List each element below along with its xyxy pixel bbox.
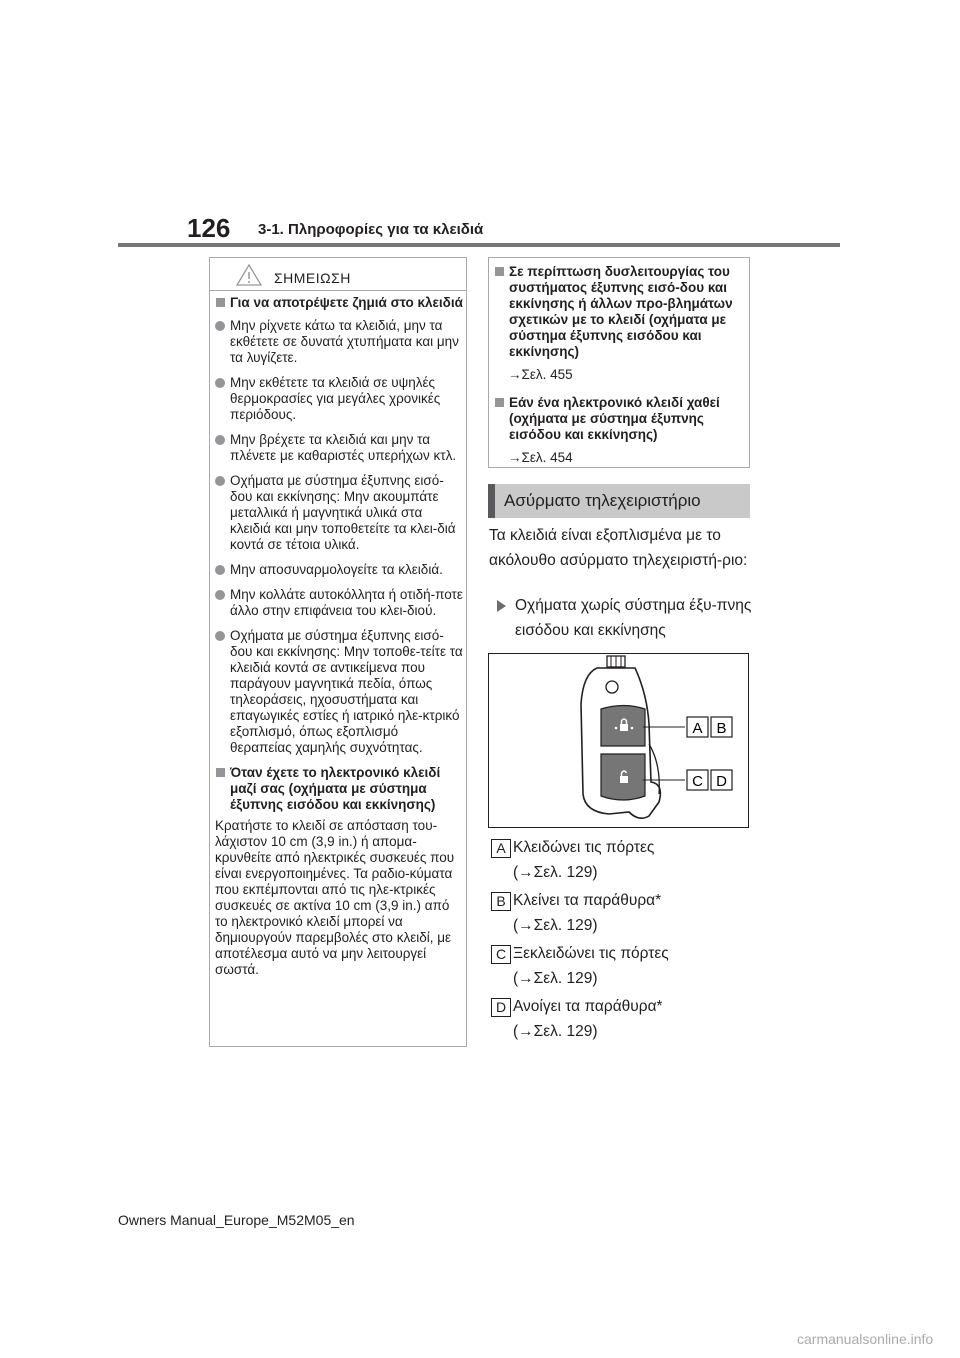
section-title: 3-1. Πληροφορίες για τα κλειδιά (258, 221, 484, 238)
page-reference: (→Σελ. 129) (513, 864, 598, 881)
item-label: A (491, 839, 511, 858)
page-reference: (→Σελ. 129) (513, 970, 598, 987)
notice-divider (210, 290, 466, 291)
vehicle-variant: Οχήματα χωρίς σύστημα έξυ-πνης εισόδου και εκκίνησης (497, 593, 765, 643)
notice-title: ΣΗΜΕΙΩΣΗ (274, 270, 351, 286)
figure-label-c: C (692, 773, 703, 790)
notice-bullet: Οχήματα με σύστημα έξυπνης εισό-δου και εκκίνησης: Μην τοποθε-τείτε τα κλειδιά κοντά σε αντικείμενα που παράγουν μαγνητικά πεδία, όπως τηλεοράσεις, ηχοσυστήματα και επαγωγικές εστίες ή ιατρικό ηλε-κτρικό εξοπλισμό, όπως εξοπλισμό θεραπείας χαμηλής συχνότητας. (215, 628, 463, 756)
info-heading: Εάν ένα ηλεκτρονικό κλειδί χαθεί (οχήματα με σύστημα έξυπνης εισόδου και εκκίνησης) (494, 395, 746, 443)
list-item (489, 943, 751, 996)
item-text: Ξεκλειδώνει τις πόρτες (513, 945, 669, 962)
square-bullet-icon (495, 398, 504, 407)
arrow-bullet-icon (497, 600, 506, 612)
dot-bullet-icon (215, 476, 225, 486)
notice-bullet: Μην κολλάτε αυτοκόλλητα ή οτιδή-ποτε άλλο στην επιφάνεια του κλει-διού. (215, 587, 463, 619)
item-label: D (491, 998, 511, 1017)
item-text: Κλείνει τα παράθυρα* (513, 892, 662, 909)
item-label: C (491, 945, 511, 964)
item-label: B (491, 892, 511, 911)
remote-intro: Τα κλειδιά είναι εξοπλισμένα με το ακόλουθο ασύρματο τηλεχειριστή-ριο: (489, 527, 748, 569)
list-item (489, 837, 751, 890)
dot-bullet-icon (215, 590, 225, 600)
remote-section-header (488, 484, 750, 518)
notice-heading: Όταν έχετε το ηλεκτρονικό κλειδί μαζί σας (οχήματα με σύστημα έξυπνης εισόδου και εκκίνησης) (215, 765, 463, 813)
dot-bullet-icon (215, 565, 225, 575)
square-bullet-icon (216, 298, 225, 307)
info-box (488, 257, 750, 468)
figure-label-a: A (692, 720, 703, 737)
header-rule (118, 243, 840, 247)
notice-box (209, 257, 467, 1047)
key-remote-illustration (489, 654, 748, 827)
notice-bullet: Μην ρίχνετε κάτω τα κλειδιά, μην τα εκθέτετε σε δυνατά χτυπήματα και μην τα λυγίζετε. (215, 318, 463, 366)
dot-bullet-icon (215, 435, 225, 445)
list-item (489, 890, 751, 943)
dot-bullet-icon (215, 378, 225, 388)
notice-bullet: Μην αποσυναρμολογείτε τα κλειδιά. (215, 562, 463, 578)
remote-section-title: Ασύρματο τηλεχειριστήριο (504, 491, 701, 510)
page-reference: →Σελ. 454 (508, 450, 573, 465)
figure-label-d: D (716, 773, 727, 790)
dot-bullet-icon (215, 631, 225, 641)
notice-bullet: Οχήματα με σύστημα έξυπνης εισό-δου και εκκίνησης: Μην ακουμπάτε μεταλλικά ή μαγνητικά υλικά στα κλειδιά και μην τοποθετείτε τα κλει-διά κοντά σε τέτοια υλικά. (215, 473, 463, 553)
figure-label-b: B (716, 720, 727, 737)
key-remote-figure (488, 653, 749, 828)
page-reference: (→Σελ. 129) (513, 917, 598, 934)
footer-text: Owners Manual_Europe_M52M05_en (118, 1212, 355, 1228)
page-number: 126 (187, 213, 231, 243)
warning-triangle-icon (236, 264, 262, 286)
square-bullet-icon (216, 768, 225, 777)
info-heading: Σε περίπτωση δυσλειτουργίας του συστήματος έξυπνης εισό-δου και εκκίνησης ή άλλων προ-βλημάτων σχετικών με το κλειδί (οχήματα με σύστημα έξυπνης εισόδου και εκκίνησης) (494, 264, 746, 360)
square-bullet-icon (495, 267, 504, 276)
item-text: Ανοίγει τα παράθυρα* (513, 998, 663, 1015)
dot-bullet-icon (215, 321, 225, 331)
list-item (489, 996, 751, 1049)
item-text: Κλειδώνει τις πόρτες (513, 839, 655, 856)
notice-header (224, 264, 454, 290)
page-reference: →Σελ. 455 (508, 367, 573, 382)
notice-paragraph: Κρατήστε το κλειδί σε απόσταση του-λάχιστον 10 cm (3,9 in.) ή απομα-κρυνθείτε από ηλεκτρικές συσκευές που είναι ενεργοποιημένες. Τα ραδιο-κύματα που εκπέμπονται από τις ηλε-κτρικές συσκευές σε ακτίνα 10 cm (3,9 in.) από το ηλεκτρονικό κλειδί μπορεί να δημιουργούν παρεμβολές στο κλειδί, με αποτέλεσμα αυτό να μην λειτουργεί σωστά. (215, 818, 455, 977)
notice-bullet: Μην βρέχετε τα κλειδιά και μην τα πλένετε με καθαριστές υπερήχων κτλ. (215, 432, 463, 464)
header-accent-bar (488, 484, 495, 518)
notice-bullet: Μην εκθέτετε τα κλειδιά σε υψηλές θερμοκρασίες για μεγάλες χρονικές περιόδους. (215, 375, 463, 423)
button-function-list (489, 837, 751, 1049)
page-reference: (→Σελ. 129) (513, 1023, 598, 1040)
notice-heading: Για να αποτρέψετε ζημιά στο κλειδιά (215, 295, 463, 311)
watermark: carmanualsonline.info (797, 1331, 934, 1347)
